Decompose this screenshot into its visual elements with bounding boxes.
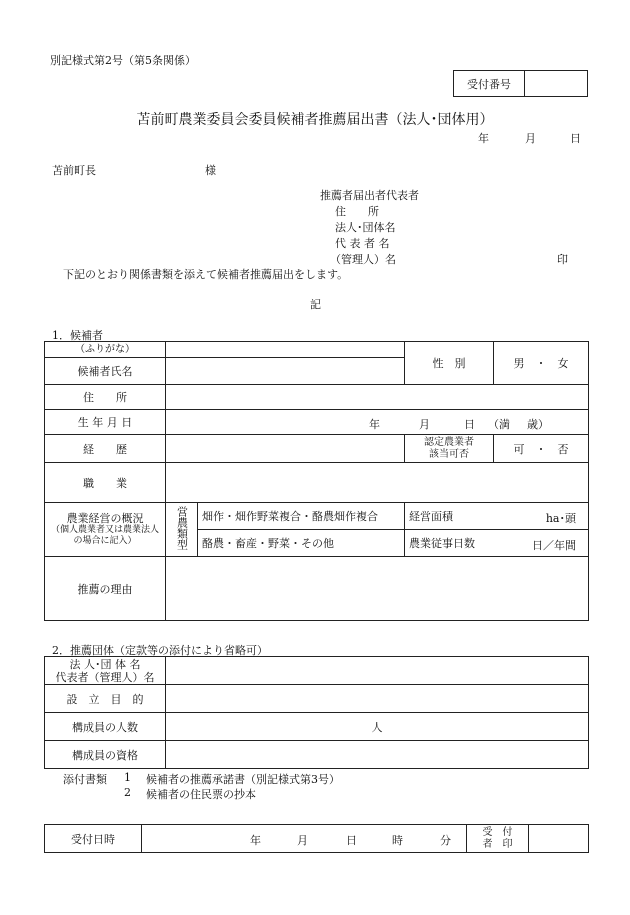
section1-heading: 1．候補者	[52, 329, 103, 342]
farm-type-options-2[interactable]: 酪農・畜産・野菜・その他	[198, 530, 405, 557]
certified-farmer-options[interactable]: 可 ・ 否	[494, 435, 589, 463]
submitter-manager-label: （管理人）名	[330, 253, 396, 266]
reason-field[interactable]	[166, 557, 589, 621]
receipt-month: 月	[297, 834, 308, 847]
receipt-number-field[interactable]	[525, 71, 588, 97]
birth-month: 月	[419, 418, 430, 431]
farm-type-label-text: 営農類型	[175, 506, 189, 550]
candidate-table	[44, 341, 589, 621]
submitter-heading: 推薦者届出者代表者	[320, 189, 419, 202]
receipt-minute: 分	[440, 834, 451, 847]
form-reference: 別記様式第2号（第5条関係）	[50, 54, 196, 67]
furigana-label: （ふりがな）	[45, 342, 166, 358]
area-label: 経営面積	[409, 510, 453, 523]
attachment-1-text: 候補者の推薦承諾書（別記様式第3号）	[146, 773, 340, 786]
org-name-label-1: 法 人･団 体 名	[69, 657, 141, 671]
receipt-number-label: 受付番号	[454, 71, 525, 97]
receiver-seal-label-1: 受 付	[482, 826, 513, 838]
submitter-rep-label: 代 表 者 名	[335, 237, 390, 250]
days-unit: 日／年間	[532, 539, 576, 552]
receiver-seal-field[interactable]	[529, 825, 589, 853]
birth-date-field[interactable]	[166, 410, 589, 435]
farm-overview-title: 農業経営の概況	[66, 511, 144, 525]
birth-year: 年	[369, 418, 380, 431]
birth-day: 日	[464, 418, 475, 431]
days-label: 農業従事日数	[409, 537, 475, 550]
farm-type-label	[166, 503, 198, 557]
gender-options[interactable]: 男 ・ 女	[494, 342, 589, 385]
submitter-org-label: 法人･団体名	[335, 221, 396, 234]
receipt-datetime-field[interactable]	[142, 825, 467, 853]
purpose-field[interactable]	[166, 685, 589, 713]
farm-overview-label	[45, 503, 166, 557]
intro-text: 下記のとおり関係書類を添えて候補者推薦届出をします。	[63, 268, 349, 281]
addressee-name: 苫前町長	[52, 164, 96, 177]
attachment-2-number: 2	[124, 786, 131, 799]
receipt-day: 日	[346, 834, 357, 847]
reason-label: 推薦の理由	[45, 557, 166, 621]
members-count-field[interactable]	[166, 713, 589, 741]
candidate-address-field[interactable]	[166, 385, 589, 410]
certified-farmer-label: 認定農業者 該当可否	[405, 435, 494, 463]
qualification-field[interactable]	[166, 741, 589, 769]
receipt-datetime-label: 受付日時	[45, 825, 142, 853]
org-name-label	[45, 657, 166, 685]
career-field[interactable]	[166, 435, 405, 463]
members-unit: 人	[371, 720, 383, 734]
members-count-label: 構成員の人数	[45, 713, 166, 741]
seal-mark: 印	[557, 253, 568, 266]
page-title: 苫前町農業委員会委員候補者推薦届出書（法人･団体用）	[136, 112, 494, 128]
birth-date-label: 生 年 月 日	[45, 410, 166, 435]
receipt-hour: 時	[392, 834, 403, 847]
candidate-address-label: 住 所	[45, 385, 166, 410]
days-field[interactable]	[405, 530, 589, 557]
candidate-name-field[interactable]	[166, 358, 405, 385]
farm-overview-note: （個人農業者又は農業法人の場合に記入）	[50, 524, 159, 546]
receipt-year: 年	[250, 834, 261, 847]
receiver-seal-label	[467, 825, 529, 853]
receipt-table	[44, 824, 589, 853]
org-name-field[interactable]	[166, 657, 589, 685]
section2-heading: 2．推薦団体（定款等の添付により省略可）	[52, 644, 268, 657]
attachment-2-text: 候補者の住民票の抄本	[146, 788, 256, 801]
submitter-address-label: 住 所	[335, 205, 379, 218]
area-unit: ha･頭	[545, 512, 576, 525]
organization-table	[44, 656, 589, 769]
career-label: 経 歴	[45, 435, 166, 463]
date-year: 年	[478, 132, 489, 145]
date-month: 月	[525, 132, 536, 145]
date-day: 日	[570, 132, 581, 145]
gender-label: 性 別	[405, 342, 494, 385]
occupation-label: 職 業	[45, 463, 166, 503]
receiver-seal-label-2: 者 印	[482, 838, 513, 850]
candidate-name-label: 候補者氏名	[45, 358, 166, 385]
ki-heading: 記	[310, 298, 321, 311]
attachment-1-number: 1	[124, 771, 131, 784]
age-open: （満	[488, 418, 510, 431]
purpose-label: 設 立 目 的	[45, 685, 166, 713]
attachments-label: 添付書類	[63, 773, 107, 786]
occupation-field[interactable]	[166, 463, 589, 503]
age-close: 歳）	[527, 418, 549, 431]
qualification-label: 構成員の資格	[45, 741, 166, 769]
farm-type-options-1[interactable]: 畑作・畑作野菜複合・酪農畑作複合	[198, 503, 405, 530]
org-name-label-2: 代表者（管理人）名	[55, 670, 155, 684]
furigana-field[interactable]	[166, 342, 405, 358]
addressee-honorific: 様	[205, 164, 216, 177]
receipt-number-box	[453, 70, 588, 97]
area-field[interactable]	[405, 503, 589, 530]
